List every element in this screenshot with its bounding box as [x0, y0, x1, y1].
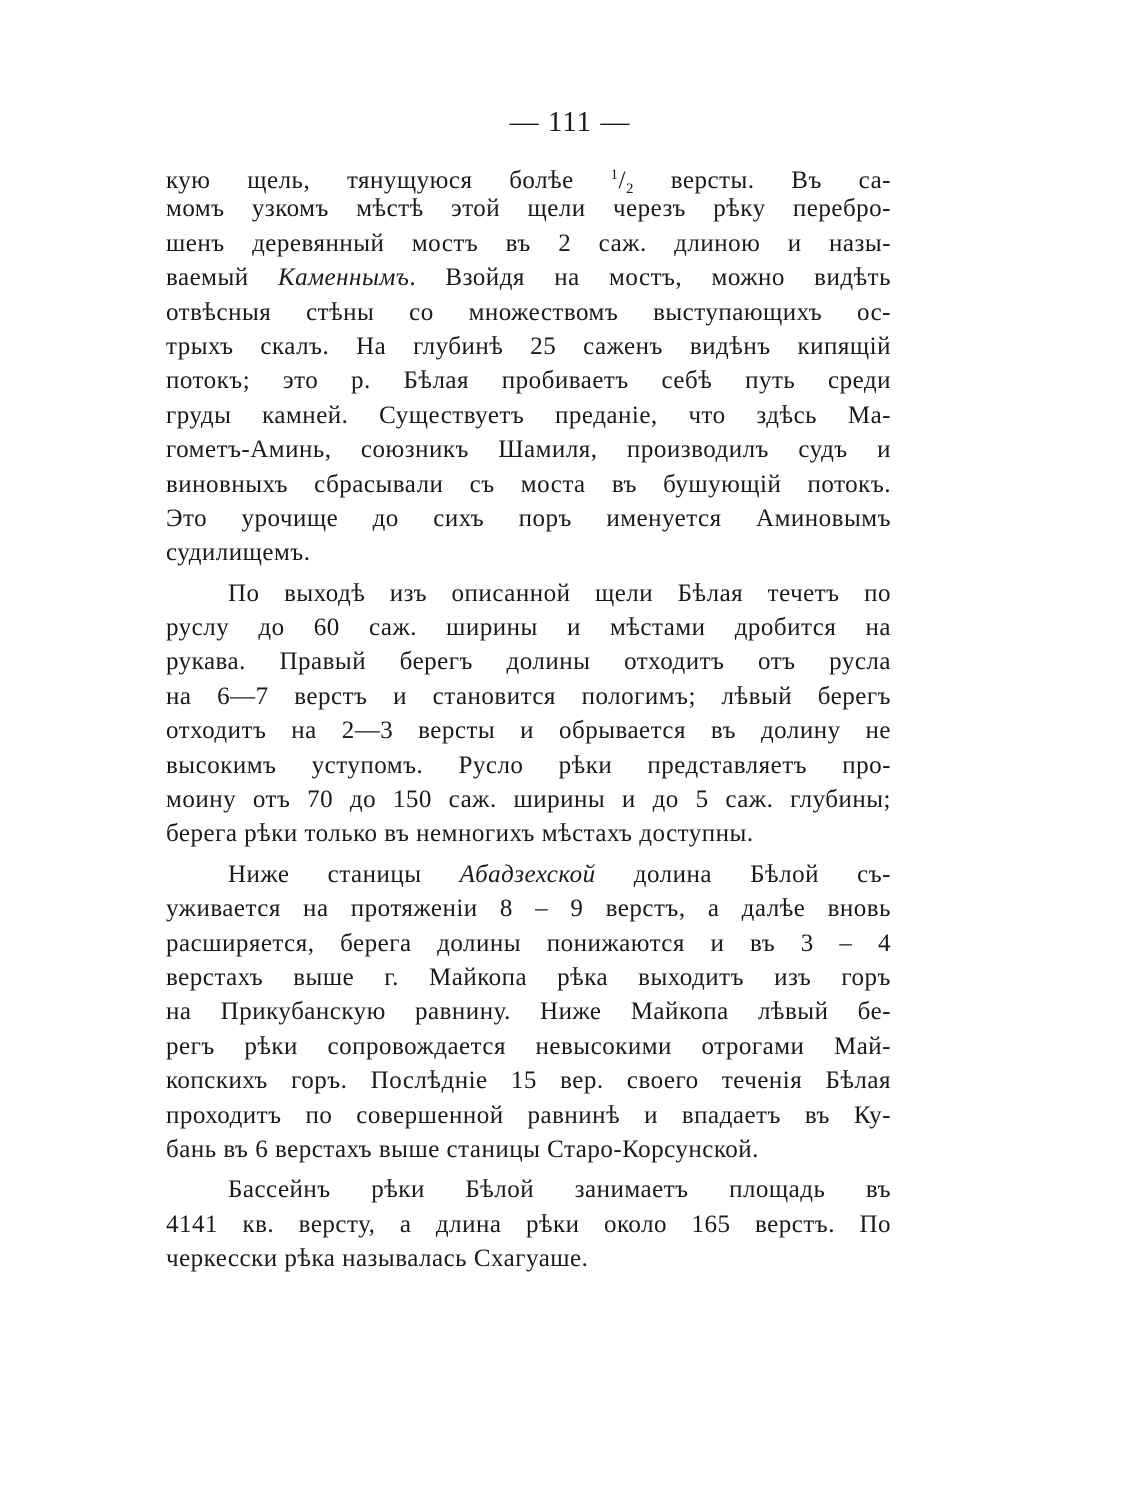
- text-run: отходитъ на 2—3 версты и обрывается въ долину не: [166, 717, 891, 745]
- text-run: момъ узкомъ мѣстѣ этой щели черезъ рѣку перебро-: [166, 195, 891, 223]
- text-run: руслу до 60 саж. ширины и мѣстами дробится на: [166, 614, 891, 642]
- text-run: проходитъ по совершенной равнинѣ и впадаетъ въ Ку-: [166, 1101, 891, 1129]
- text-line: [166, 961, 891, 995]
- text-run: копскихъ горъ. Послѣдніе 15 вер. своего теченія Бѣлая: [166, 1067, 891, 1095]
- paragraph-4: [166, 1173, 891, 1276]
- text-run: 4141 кв. версту, а длина рѣки около 165 верстъ. По: [166, 1210, 891, 1238]
- text-line: [166, 399, 891, 433]
- text-line: [166, 1099, 891, 1133]
- text-run: черкесски рѣка называлась Схагуаше.: [166, 1245, 589, 1273]
- text-line: [166, 536, 891, 570]
- text-line: [166, 927, 891, 961]
- text-run: шенъ деревянный мостъ въ 2 саж. длиною и назы-: [166, 229, 891, 257]
- text-line: [166, 330, 891, 364]
- text-run: версты. Въ са-: [633, 167, 891, 194]
- text-line: [166, 261, 891, 295]
- text-line: [166, 1133, 891, 1167]
- text-run: расширяется, берега долины понижаются и въ 3 – 4: [166, 929, 891, 957]
- text-run: трыхъ скалъ. На глубинѣ 25 саженъ видѣнъ кипящій: [166, 332, 891, 360]
- text-run: груды камней. Существуетъ преданіе, что здѣсь Ма-: [166, 401, 891, 429]
- text-line: [166, 577, 891, 611]
- text-run: высокимъ уступомъ. Русло рѣки представляетъ про-: [166, 751, 891, 779]
- text-line: [166, 158, 891, 197]
- text-run: виновныхъ сбрасывали съ моста въ бушующій потокъ.: [166, 470, 891, 498]
- text-run: долина Бѣлой съ-: [595, 860, 891, 888]
- text-line: [166, 645, 891, 679]
- text-line: [166, 502, 891, 536]
- text-run: рукава. Правый берегъ долины отходитъ отъ русла: [166, 648, 891, 676]
- text-run: регъ рѣки сопровождается невысокими отрогами Май-: [166, 1032, 891, 1060]
- text-line: [166, 192, 891, 226]
- text-line: [166, 1064, 891, 1098]
- text-line: [166, 714, 891, 748]
- text-line: [166, 749, 891, 783]
- text-run: на 6—7 верстъ и становится пологимъ; лѣвый берегъ: [166, 682, 891, 710]
- text-run: судилищемъ.: [166, 539, 311, 567]
- text-run: моину отъ 70 до 150 саж. ширины и до 5 саж. глубины;: [166, 786, 891, 814]
- fraction-denominator: 2: [625, 181, 634, 197]
- italic-text-run: Каменнымъ: [278, 264, 410, 292]
- text-line: [166, 783, 891, 817]
- text-run: По выходѣ изъ описанной щели Бѣлая течетъ по: [228, 579, 891, 607]
- text-line: [166, 433, 891, 467]
- text-run: кую щель, тянущуюся болѣе: [166, 167, 611, 194]
- text-run: Это урочище до сихъ поръ именуется Аминовымъ: [166, 504, 891, 532]
- paragraph-3: [166, 858, 891, 1168]
- text-line: [166, 364, 891, 398]
- text-run: отвѣсныя стѣны со множествомъ выступающихъ ос-: [166, 298, 891, 326]
- text-run: верстахъ выше г. Майкопа рѣка выходитъ изъ горъ: [166, 963, 891, 991]
- text-run: потокъ; это р. Бѣлая пробиваетъ себѣ путь среди: [166, 367, 891, 395]
- text-run: . Взойдя на мостъ, можно видѣть: [409, 264, 891, 292]
- text-line: [166, 817, 891, 851]
- page-number: — 111 —: [509, 106, 631, 138]
- paragraph-1: [166, 158, 891, 571]
- fraction-slash: /: [618, 167, 626, 194]
- fraction-numerator: 1: [610, 167, 619, 183]
- text-line: [166, 1030, 891, 1064]
- text-run: Бассейнъ рѣки Бѣлой занимаетъ площадь въ: [228, 1176, 891, 1204]
- text-line: [166, 1242, 891, 1276]
- text-line: [166, 611, 891, 645]
- fraction: [610, 167, 634, 197]
- text-run: бань въ 6 верстахъ выше станицы Старо-Корсунской.: [166, 1135, 759, 1163]
- text-run: ваемый: [166, 264, 278, 292]
- text-run: гометъ-Аминь, союзникъ Шамиля, производилъ судъ и: [166, 436, 891, 464]
- text-line: [166, 296, 891, 330]
- text-line: [166, 995, 891, 1029]
- text-run: уживается на протяженіи 8 – 9 верстъ, а далѣе вновь: [166, 895, 891, 923]
- paragraph-2: [166, 577, 891, 852]
- text-line: [166, 1173, 891, 1207]
- text-line: [166, 892, 891, 926]
- text-run: Ниже станицы: [228, 860, 460, 888]
- text-line: [166, 468, 891, 502]
- body-text: [166, 158, 891, 1277]
- text-line: [166, 680, 891, 714]
- text-line: [166, 1208, 891, 1242]
- text-run: на Прикубанскую равнину. Ниже Майкопа лѣвый бе-: [166, 998, 891, 1026]
- text-line: [166, 227, 891, 261]
- text-line: [166, 858, 891, 892]
- italic-text-run: Абадзехской: [459, 860, 596, 888]
- text-run: берега рѣки только въ немногихъ мѣстахъ доступны.: [166, 820, 754, 848]
